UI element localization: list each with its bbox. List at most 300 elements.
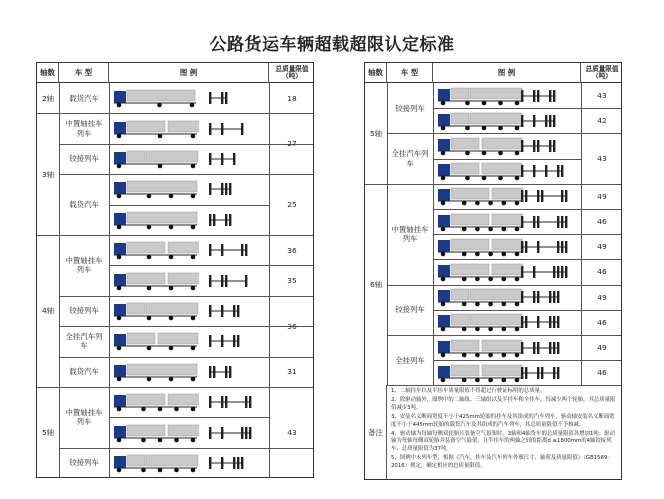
axle-mark [557, 367, 559, 379]
mass-limit-value: 49 [597, 342, 607, 352]
wheel [482, 100, 487, 105]
axle-mark [213, 214, 215, 226]
truck-illustration [437, 338, 523, 358]
wheel [117, 133, 122, 138]
axle-mark [521, 241, 523, 253]
axle-mark [221, 427, 223, 439]
truck-cargo-box [451, 289, 469, 300]
truck-cargo-box [451, 264, 489, 275]
axle-mark [209, 427, 211, 439]
wheel [498, 125, 503, 130]
wheel [191, 224, 196, 229]
truck-cab [114, 243, 126, 255]
wheel [441, 201, 446, 206]
axle-mark [557, 216, 559, 228]
axle-count: 2轴 [41, 93, 55, 103]
wheel [502, 377, 507, 382]
axle-diagram [207, 455, 265, 471]
axle-mark [537, 367, 539, 379]
axle-mark [537, 216, 539, 228]
wheel [158, 133, 163, 138]
trailer-box [470, 314, 522, 325]
notes-list [391, 388, 617, 471]
truck-cab [114, 274, 126, 286]
wheel [502, 201, 507, 206]
wheel [462, 251, 467, 256]
trailer-box [470, 88, 522, 99]
mass-limit-value: 46 [597, 317, 607, 327]
truck-cab [438, 315, 450, 327]
axle-diagram [207, 273, 265, 289]
axle-mark [549, 115, 551, 127]
wheel [157, 103, 162, 108]
limit-divider [581, 184, 621, 185]
trailer-box [470, 289, 522, 300]
axle-diagram [207, 121, 265, 137]
truck-cargo-box [127, 303, 145, 314]
wheel [482, 176, 487, 181]
vehicle-type: 铰接列车 [395, 103, 425, 113]
truck-illustration [113, 240, 199, 260]
axle-mark [553, 140, 555, 152]
trailer-box [146, 151, 198, 162]
axle-mark [537, 316, 539, 328]
axle-diagram [207, 212, 265, 228]
wheel [465, 100, 470, 105]
wheel [488, 251, 493, 256]
axle-mark [221, 457, 223, 469]
axle-mark [225, 396, 227, 408]
truck-cargo-box [451, 214, 489, 225]
axle-mark [221, 396, 223, 408]
wheel [169, 285, 174, 290]
truck-cab [438, 265, 450, 277]
wheel [117, 346, 122, 351]
truck-cargo-box [451, 365, 479, 376]
wheel [441, 277, 446, 282]
wheel [462, 226, 467, 231]
axle-mark [241, 427, 243, 439]
trailer-box [168, 242, 199, 253]
row-divider [433, 159, 581, 160]
header-axles: 轴数 [37, 63, 59, 83]
wheel [498, 151, 503, 156]
wheel [498, 176, 503, 181]
row-divider [433, 234, 581, 235]
wheel [147, 376, 152, 381]
truck-cargo-box [451, 113, 469, 124]
wheel [158, 468, 163, 473]
header-limit: 总质量限值（吨） [275, 64, 309, 80]
axle-mark [237, 457, 239, 469]
truck-illustration [437, 86, 523, 106]
axle-count: 6轴 [369, 279, 383, 289]
wheel [482, 151, 487, 156]
axle-mark [209, 366, 211, 378]
wheel [488, 352, 493, 357]
trailer-box [482, 365, 522, 376]
axle-mark [209, 275, 211, 287]
axle-mark [561, 190, 563, 202]
truck-cab [114, 213, 126, 225]
wheel [462, 327, 467, 332]
vehicle-type: 全挂汽车列车 [65, 332, 103, 351]
mass-limit-value: 36 [287, 245, 297, 255]
truck-cab [114, 182, 126, 194]
mass-limit-value: 46 [597, 267, 607, 277]
wheel [502, 327, 507, 332]
axle-diagram [519, 289, 577, 305]
wheel [475, 377, 480, 382]
wheel [147, 194, 152, 199]
axle-mark [533, 266, 535, 278]
wheel [488, 327, 493, 332]
wheel [117, 224, 122, 229]
axle-mark [225, 366, 227, 378]
axle-mark [525, 190, 527, 202]
vehicle-type: 中置轴挂车列车 [65, 119, 103, 138]
truck-cargo-box [127, 455, 145, 466]
header-type: 车 型 [59, 63, 109, 83]
axle-mark [565, 266, 567, 278]
axle-mark [209, 183, 211, 195]
axle-mark [545, 115, 547, 127]
wheel [462, 377, 467, 382]
trailer-box [470, 113, 522, 124]
wheel [475, 251, 480, 256]
row-divider [109, 205, 269, 206]
mass-limit-value: 31 [287, 367, 297, 377]
axle-diagram [207, 333, 265, 349]
header-type: 车 型 [387, 63, 433, 83]
truck-cab [114, 91, 126, 103]
mass-limit-value: 36 [287, 321, 297, 331]
mass-limit-value: 46 [597, 368, 607, 378]
axle-mark [521, 342, 523, 354]
wheel [169, 224, 174, 229]
truck-illustration [113, 271, 199, 291]
axle-mark [249, 396, 251, 408]
axle-mark [209, 457, 211, 469]
vehicle-type: 铰接列车 [395, 305, 425, 315]
truck-illustration [437, 287, 523, 307]
vehicle-type: 全挂列车 [395, 355, 425, 365]
truck-illustration [437, 136, 523, 156]
limit-divider [581, 285, 621, 286]
mass-limit-value: 25 [287, 199, 297, 209]
axle-diagram [519, 214, 577, 230]
truck-illustration [113, 149, 199, 169]
wheel [441, 125, 446, 130]
truck-cab [438, 89, 450, 101]
truck-illustration [113, 423, 199, 443]
wheel [441, 377, 446, 382]
mass-limit-value: 43 [597, 90, 607, 100]
axle-diagram [207, 90, 265, 106]
axle-mark [245, 427, 247, 439]
axle-mark [541, 367, 543, 379]
truck-illustration [113, 88, 199, 108]
left-standard-table [36, 62, 314, 478]
wheel [475, 201, 480, 206]
axle-diagram [519, 188, 577, 204]
limit-divider [581, 234, 621, 235]
wheel [475, 352, 480, 357]
axle-diagram [519, 314, 577, 330]
limit-divider [581, 209, 621, 210]
wheel [465, 176, 470, 181]
axle-mark [221, 153, 223, 165]
axle-mark [537, 190, 539, 202]
axle-mark [213, 366, 215, 378]
axle-mark [241, 244, 243, 256]
axle-mark [521, 115, 523, 127]
axle-mark [209, 335, 211, 347]
wheel [117, 437, 122, 442]
wheel [117, 103, 122, 108]
wheel [441, 100, 446, 105]
trailer-box [168, 425, 199, 436]
axle-mark [549, 342, 551, 354]
axle-mark [557, 316, 559, 328]
truck-cab [438, 366, 450, 378]
truck-cargo-box [127, 273, 165, 284]
truck-cargo-box [127, 212, 197, 223]
axle-mark [249, 427, 251, 439]
axle-mark [537, 90, 539, 102]
wheel [502, 277, 507, 282]
axle-mark [221, 123, 223, 135]
truck-illustration [437, 262, 523, 282]
truck-illustration [437, 312, 523, 332]
axle-mark [521, 266, 523, 278]
wheel [488, 226, 493, 231]
vehicle-type: 中置轴挂车列车 [65, 256, 103, 275]
wheel [169, 346, 174, 351]
axle-mark [533, 115, 535, 127]
truck-illustration [437, 186, 523, 206]
axle-mark [521, 90, 523, 102]
axle-mark [561, 165, 563, 177]
axle-mark [209, 396, 211, 408]
axle-mark [561, 266, 563, 278]
axle-mark [229, 366, 231, 378]
axle-diagram [207, 151, 265, 167]
row-divider [109, 417, 269, 418]
truck-illustration [113, 301, 199, 321]
axle-mark [245, 244, 247, 256]
limit-divider [269, 174, 313, 175]
axle-mark [521, 165, 523, 177]
wheel [191, 316, 196, 321]
mass-limit-value: 35 [287, 275, 297, 285]
axle-mark [241, 123, 243, 135]
truck-cargo-box [127, 121, 165, 132]
axle-diagram [519, 264, 577, 280]
axle-mark [229, 183, 231, 195]
wheel [462, 352, 467, 357]
axle-mark [565, 241, 567, 253]
truck-cargo-box [451, 88, 469, 99]
note-item: 4、驱动轴为每轴每侧双轮胎且装备空气悬架时，3轴和4轴货车的总质量限值各增加1吨；驱动轴为每轴每侧双轮胎并装备空气悬架，且半挂车的两轴之间的距离d ≥1800mm的4轴铰接列车，总质量限值为37吨。 [391, 430, 615, 453]
axle-mark [553, 291, 555, 303]
limit-divider [581, 360, 621, 361]
limit-divider [269, 387, 313, 388]
trailer-box [146, 303, 198, 314]
axle-mark [225, 92, 227, 104]
axle-mark [557, 342, 559, 354]
truck-cab [438, 240, 450, 252]
trailer-box [168, 394, 199, 405]
axle-mark [553, 367, 555, 379]
wheel [117, 164, 122, 169]
wheel [191, 376, 196, 381]
axle-mark [221, 305, 223, 317]
wheel [191, 255, 196, 260]
axle-mark [237, 335, 239, 347]
axle-diagram [207, 242, 265, 258]
truck-cab [438, 164, 450, 176]
wheel [191, 346, 196, 351]
wheel [488, 377, 493, 382]
wheel [441, 151, 446, 156]
truck-cab [438, 215, 450, 227]
truck-cab [114, 426, 126, 438]
axle-diagram [207, 425, 265, 441]
axle-mark [237, 305, 239, 317]
axle-mark [221, 275, 223, 287]
truck-cab [114, 304, 126, 316]
axle-mark [209, 305, 211, 317]
wheel [141, 468, 146, 473]
wheel [191, 133, 196, 138]
vehicle-type: 载货汽车 [69, 367, 99, 377]
truck-illustration [113, 210, 199, 230]
trailer-box [146, 455, 198, 466]
truck-cargo-box [127, 242, 165, 253]
wheel [191, 194, 196, 199]
wheel [191, 285, 196, 290]
axle-mark [537, 140, 539, 152]
truck-cab [438, 114, 450, 126]
axle-mark [525, 241, 527, 253]
truck-cab [438, 290, 450, 302]
axle-mark [209, 214, 211, 226]
row-divider [109, 265, 269, 266]
wheel [169, 194, 174, 199]
truck-cargo-box [451, 188, 489, 199]
mass-limit-value: 49 [597, 292, 607, 302]
axle-diagram [207, 364, 265, 380]
axle-mark [565, 216, 567, 228]
axle-mark [561, 241, 563, 253]
limit-divider [581, 259, 621, 260]
truck-illustration [113, 179, 199, 199]
vehicle-type: 全挂汽车列车 [391, 149, 429, 168]
limit-divider [581, 133, 621, 134]
axle-mark [521, 190, 523, 202]
axle-diagram [207, 303, 265, 319]
wheel [441, 327, 446, 332]
axle-mark [557, 165, 559, 177]
axle-mark [533, 291, 535, 303]
axle-mark [557, 291, 559, 303]
axle-mark [561, 216, 563, 228]
axle-mark [233, 457, 235, 469]
truck-cab [114, 152, 126, 164]
axle-mark [245, 275, 247, 287]
axle-diagram [519, 113, 577, 129]
axle-mark [209, 123, 211, 135]
axle-mark [565, 190, 567, 202]
row-divider [433, 310, 581, 311]
axle-diagram [519, 340, 577, 356]
note-item: 1、二轴挂车以及半挂车质量限值不得超过行驶证标明的总质量。 [391, 388, 546, 395]
wheel [174, 407, 179, 412]
wheel [488, 302, 493, 307]
mass-limit-value: 43 [287, 427, 297, 437]
axle-diagram [519, 365, 577, 381]
wheel [441, 302, 446, 307]
axle-mark [221, 92, 223, 104]
table-header [37, 63, 313, 83]
truck-illustration [437, 161, 523, 181]
axle-mark [533, 140, 535, 152]
vehicle-type: 铰接列车 [69, 306, 99, 316]
axle-mark [557, 266, 559, 278]
truck-cab [438, 189, 450, 201]
axle-mark [221, 244, 223, 256]
notes-label: 备注 [365, 385, 387, 479]
truck-illustration [437, 111, 523, 131]
axle-mark [221, 183, 223, 195]
wheel [441, 352, 446, 357]
truck-illustration [113, 362, 199, 382]
wheel [488, 277, 493, 282]
wheel [502, 251, 507, 256]
wheel [191, 468, 196, 473]
truck-cab [114, 456, 126, 468]
wheel [475, 277, 480, 282]
wheel [169, 376, 174, 381]
wheel [462, 302, 467, 307]
axle-mark [209, 92, 211, 104]
axle-diagram [519, 163, 577, 179]
truck-illustration [113, 392, 199, 412]
limit-divider [269, 235, 313, 236]
wheel [117, 285, 122, 290]
wheel [147, 346, 152, 351]
header-limit: 总质量限值（吨） [585, 64, 619, 80]
wheel [441, 251, 446, 256]
axle-mark [233, 153, 235, 165]
note-item: 5、图例中未列车型，根据《汽车、挂车及汽车列车外廓尺寸、轴荷及质量限值》（GB1589-2016）规定，确定相应的总质量限值。 [391, 455, 610, 469]
wheel [482, 125, 487, 130]
row-divider [433, 209, 581, 210]
table-header [365, 63, 621, 83]
axle-mark [521, 316, 523, 328]
truck-cargo-box [451, 163, 479, 174]
truck-cargo-box [451, 138, 479, 149]
axle-mark [533, 342, 535, 354]
limit-divider [581, 108, 621, 109]
wheel [190, 103, 195, 108]
axle-mark [233, 335, 235, 347]
limit-divider [581, 335, 621, 336]
axle-mark [549, 140, 551, 152]
truck-cargo-box [451, 340, 479, 351]
mass-limit-value: 43 [597, 153, 607, 163]
